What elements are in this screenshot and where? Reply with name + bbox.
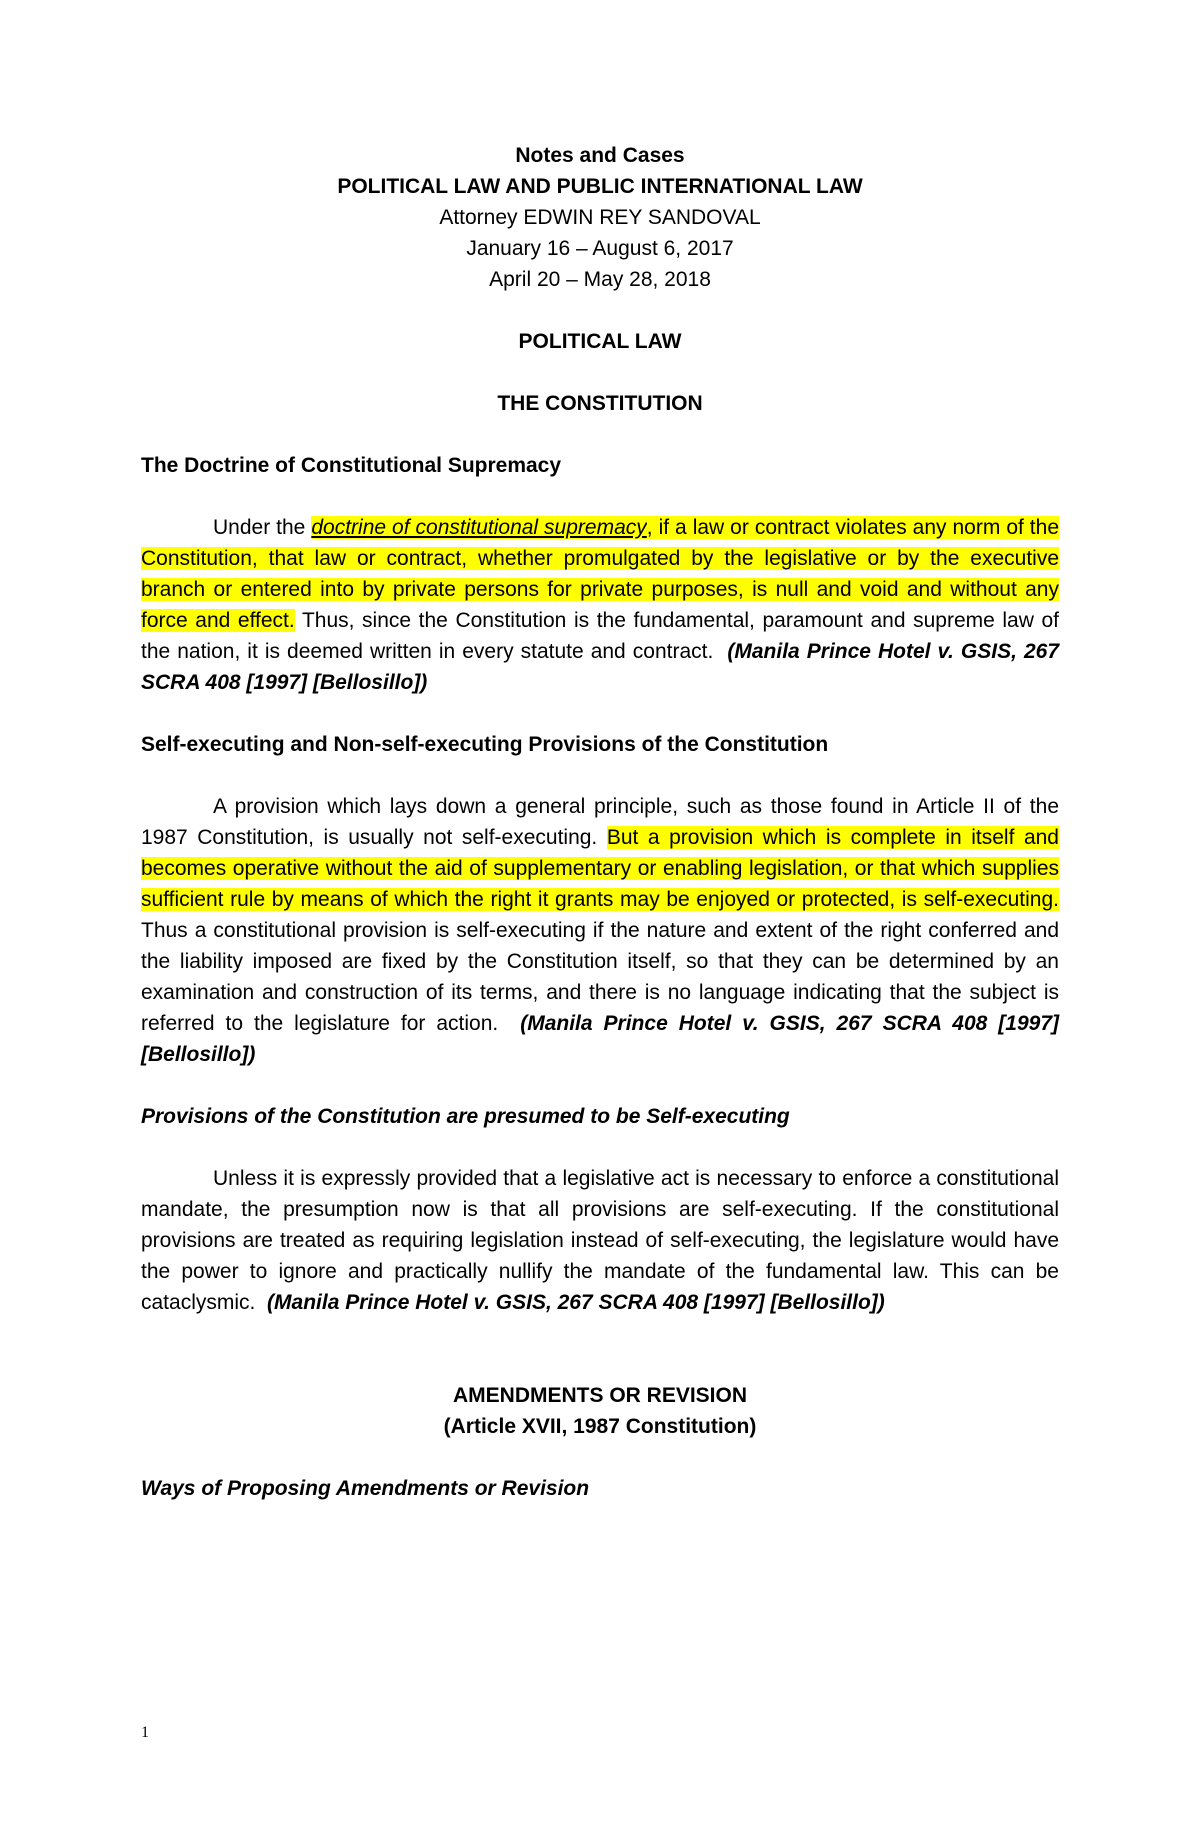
presumed-text: Unless it is expressly provided that a legislative act is necessary to enforce a constitutional mandate, the presumption now is that all provisions are self-executing. If the constitutional provisions are treated as requiring legislation instead of self-executing, the legislature would have the power to ignore and practically nullify the mandate of the fundamental law. This can be cataclysmic. (141, 1167, 1059, 1314)
doctrine-text-rest: Thus, since the Constitution is the fundamental, paramount and supreme law of the nation, it is deemed written in every statute and contract. (141, 609, 1060, 663)
header-line-course: POLITICAL LAW AND PUBLIC INTERNATIONAL LAW (337, 175, 863, 198)
presumed-paragraph (141, 1163, 1059, 1318)
self-executing-text-start: A provision which lays down a general principle, such as those found in Article II of the 1987 Constitution, is usually not self-executing. (141, 795, 1059, 849)
amendments-subtitle: (Article XVII, 1987 Constitution) (443, 1415, 757, 1438)
self-executing-text-rest: Thus a constitutional provision is self-executing if the nature and extent of the right conferred and the liability imposed are fixed by the Constitution itself, so that they can be determined by an examination and construction of its terms, and there is no language indicating that the subject is referred to the legislature for action. (141, 919, 1059, 1035)
header-line-author: Attorney EDWIN REY SANDOVAL (439, 206, 761, 229)
header-line-dates-2018: April 20 – May 28, 2018 (489, 268, 711, 291)
doctrine-citation: (Manila Prince Hotel v. GSIS, 267 SCRA 408 [1997] [Bellosillo]) (141, 640, 1060, 694)
amendments-heading: Ways of Proposing Amendments or Revision (141, 1477, 590, 1500)
subsection-title: THE CONSTITUTION (497, 392, 703, 415)
document-header (141, 140, 1059, 295)
section-title: POLITICAL LAW (518, 330, 682, 353)
self-executing-paragraph (141, 791, 1059, 1070)
presumed-heading: Provisions of the Constitution are presumed to be Self-executing (141, 1105, 790, 1128)
self-executing-citation: (Manila Prince Hotel v. GSIS, 267 SCRA 408 [1997] [Bellosillo]) (141, 1012, 1059, 1066)
header-line-notes: Notes and Cases (515, 144, 685, 167)
doctrine-heading: The Doctrine of Constitutional Supremacy (141, 454, 562, 477)
amendments-title: AMENDMENTS OR REVISION (452, 1384, 748, 1407)
doctrine-paragraph (141, 512, 1059, 698)
doctrine-term: doctrine of constitutional supremacy (311, 516, 647, 539)
presumed-citation: (Manila Prince Hotel v. GSIS, 267 SCRA 408 [1997] [Bellosillo]) (267, 1291, 885, 1314)
self-executing-heading: Self-executing and Non-self-executing Provisions of the Constitution (141, 733, 829, 756)
self-executing-highlight: But a provision which is complete in itself and becomes operative without the aid of supplementary or enabling legislation, or that which supplies sufficient rule by means of which the right it grants may be enjoyed or protected, is self-executing. (141, 826, 1059, 911)
doctrine-highlight: , if a law or contract violates any norm of the Constitution, that law or contract, whether promulgated by the legislative or by the executive branch or entered into by private persons for private purposes, is null and void and without any force and effect. (141, 516, 1059, 632)
page-number: 1 (141, 1724, 149, 1741)
doctrine-text-start: Under the (213, 516, 312, 539)
header-line-dates-2017: January 16 – August 6, 2017 (466, 237, 734, 260)
